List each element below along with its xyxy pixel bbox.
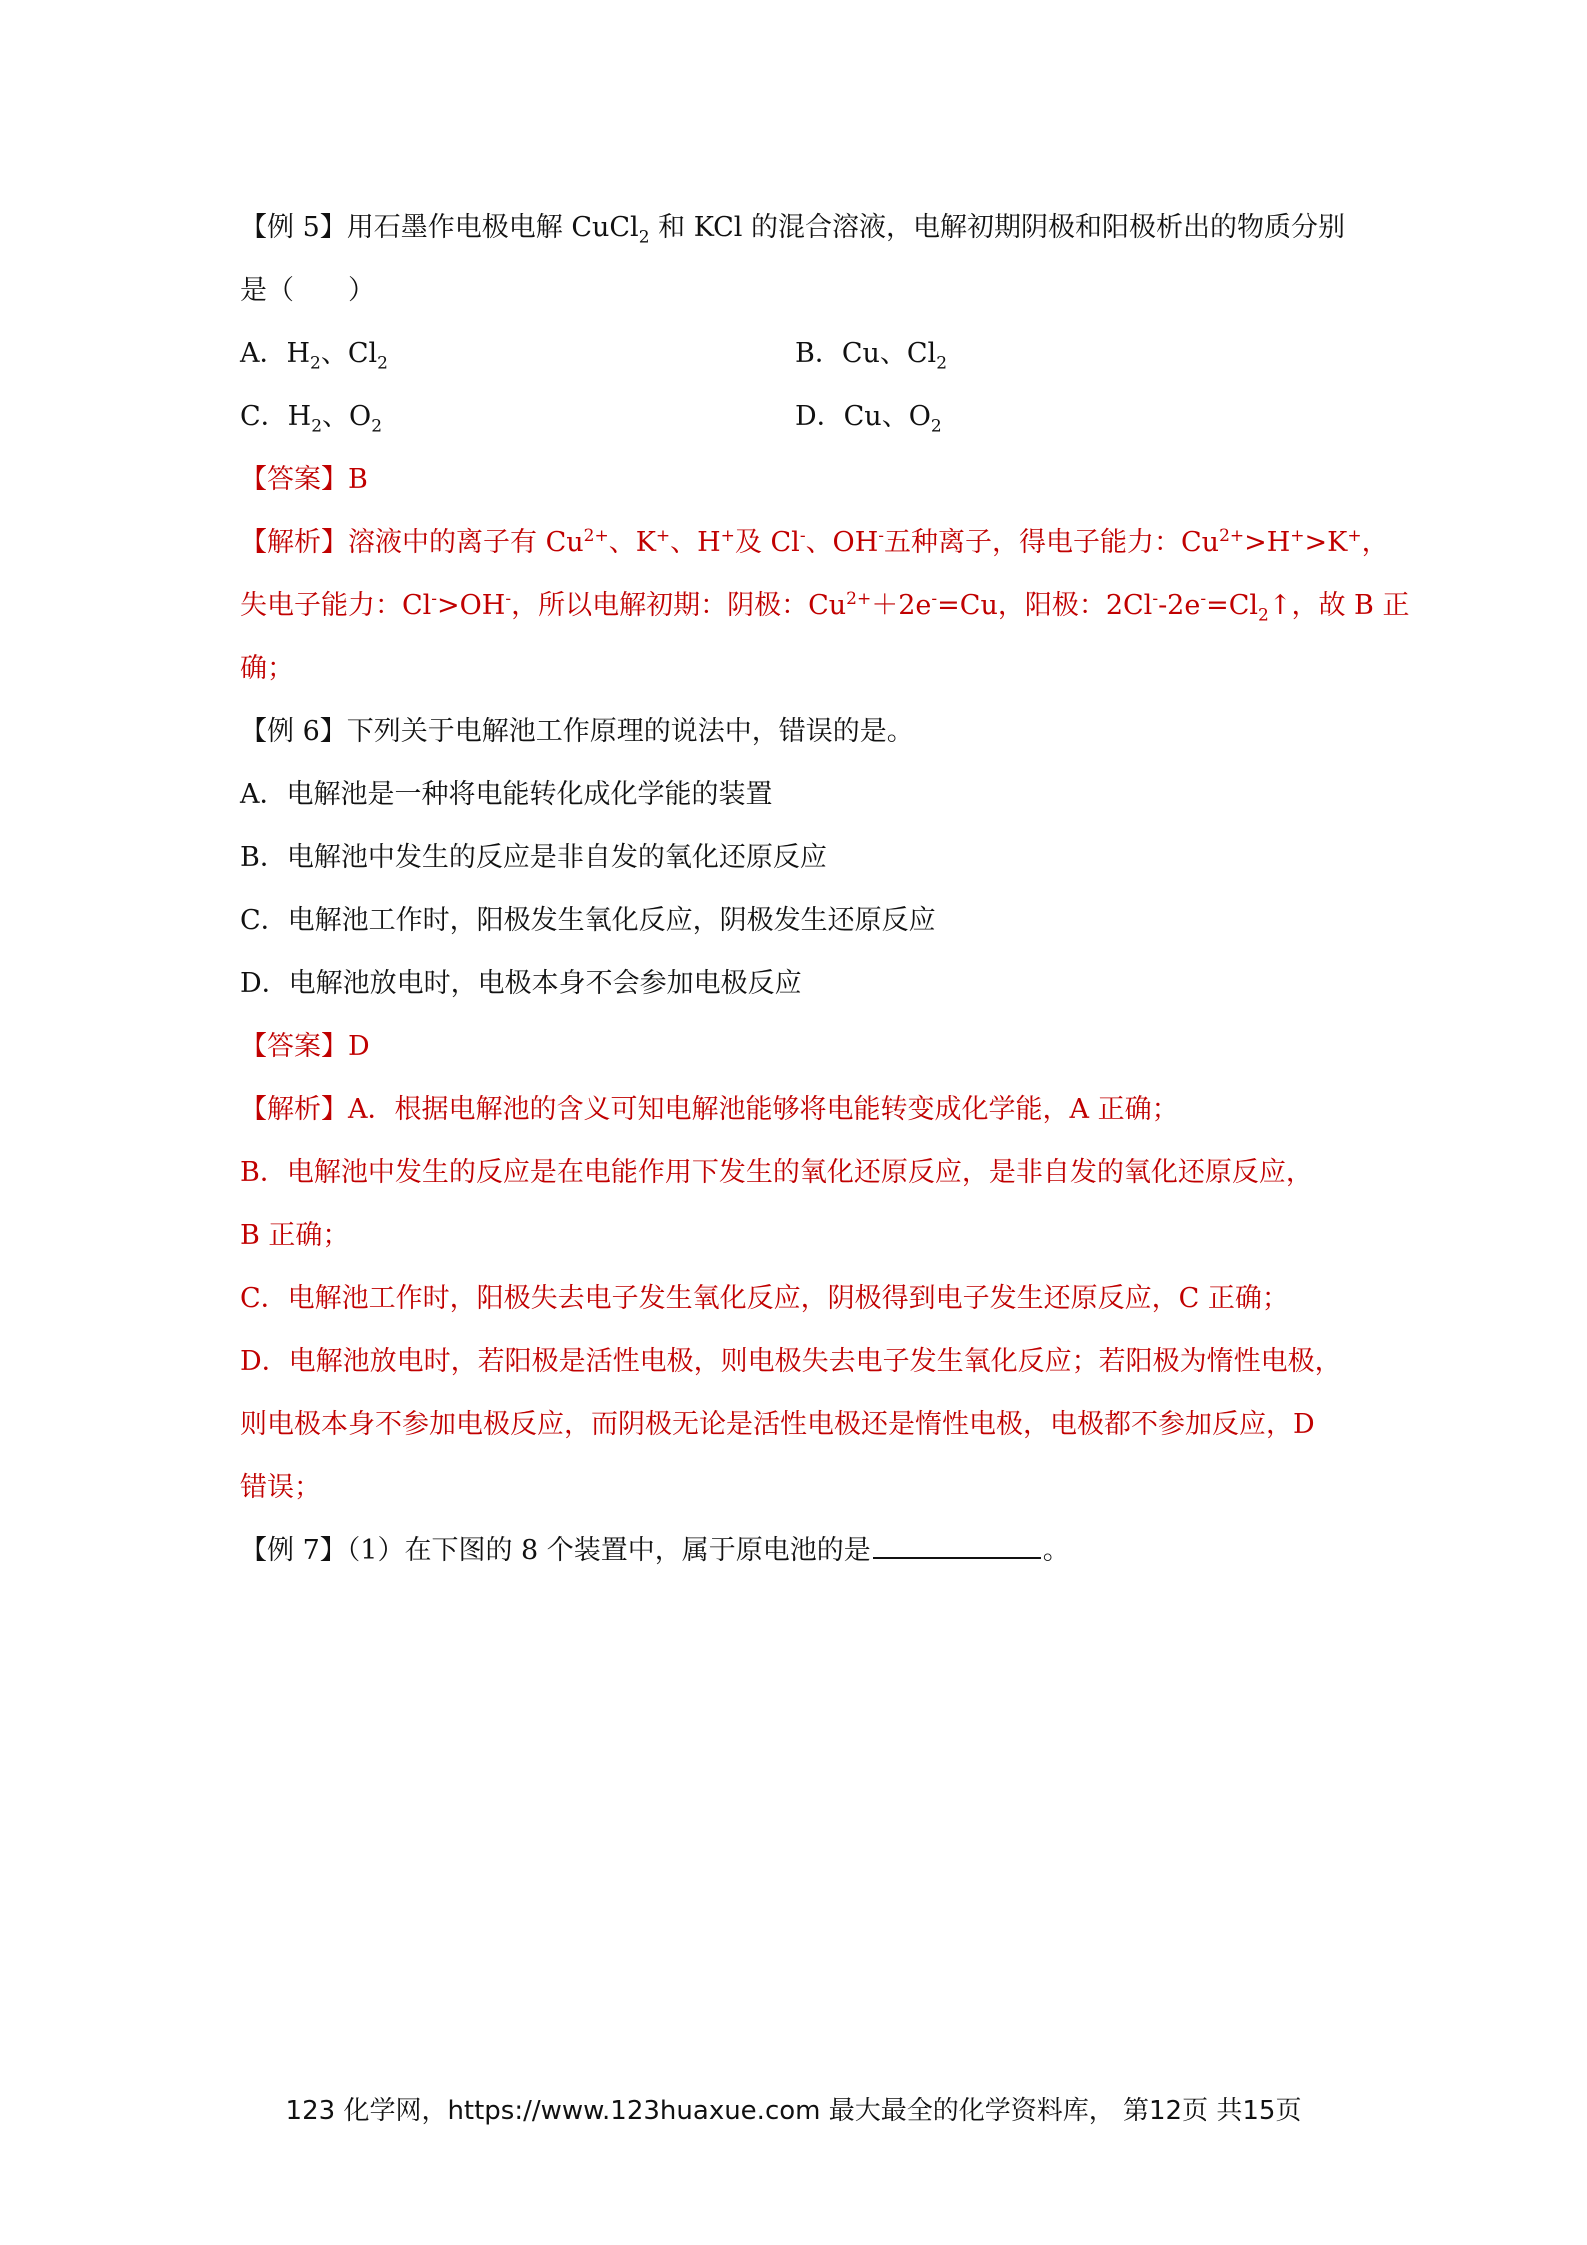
superscript: + <box>720 526 735 546</box>
expl-text: ，所以电解初期：阴极：Cu <box>511 590 847 621</box>
expl-text: >K <box>1304 527 1348 558</box>
expl-text: A．根据电解池的含义可知电解池能够将电能转变成化学能，A 正确； <box>348 1094 1179 1125</box>
option-text: A．H <box>240 338 311 369</box>
expl-text: ↑，故 B 正 <box>1268 590 1410 621</box>
ex5-explanation-line3: 确； <box>240 653 294 684</box>
superscript: 2+ <box>846 589 872 609</box>
option-text: B．Cu、Cl <box>795 338 937 369</box>
ex5-text: 和 KCl 的混合溶液，电解初期阴极和阳极析出的物质分别 <box>649 212 1346 243</box>
ex7-text: （1）在下图的 8 个装置中，属于原电池的是 <box>346 1535 871 1566</box>
ex6-option-c: C．电解池工作时，阳极发生氧化反应，阴极发生还原反应 <box>240 905 936 936</box>
superscript: - <box>799 526 806 546</box>
expl-text: >H <box>1244 527 1291 558</box>
page-content <box>240 196 1410 1582</box>
superscript: 2+ <box>1219 526 1245 546</box>
superscript: + <box>1290 526 1305 546</box>
ex5-explanation-line2 <box>240 574 1410 637</box>
expl-text: >OH <box>437 590 506 621</box>
ex6-explanation-line7: 错误； <box>240 1472 321 1503</box>
option-text: 、O <box>322 401 372 432</box>
ex6-text: 下列关于电解池工作原理的说法中，错误的是。 <box>346 716 914 747</box>
ex6-explanation-line1 <box>240 1078 1360 1141</box>
ex6-option-b: B．电解池中发生的反应是非自发的氧化还原反应 <box>240 842 827 873</box>
superscript: - <box>505 589 512 609</box>
ex7-end: 。 <box>1042 1535 1070 1566</box>
expl-text: =Cu，阳极：2Cl <box>937 590 1153 621</box>
expl-text: 、K <box>608 527 656 558</box>
ex5-explanation-line1 <box>240 511 1389 574</box>
ex5-option-b <box>795 322 1350 385</box>
option-text: 、Cl <box>320 338 378 369</box>
superscript: - <box>931 589 938 609</box>
superscript: 2+ <box>583 526 609 546</box>
ex6-option-d: D．电解池放电时，电极本身不会参加电极反应 <box>240 968 802 999</box>
page-footer: 123 化学网，https://www.123huaxue.com 最大最全的化学资料库， 第12页 共15页 <box>285 2096 1302 2126</box>
expl-text: 失电子能力：Cl <box>240 590 432 621</box>
option-text: D．Cu、O <box>795 401 931 432</box>
ex6-explanation-line4: C．电解池工作时，阳极失去电子发生氧化反应，阴极得到电子发生还原反应，C 正确； <box>240 1283 1289 1314</box>
subscript: 2 <box>371 416 383 437</box>
ex5-options-row2 <box>240 385 1360 448</box>
subscript: 2 <box>638 227 650 248</box>
ex5-question-line1 <box>240 196 1360 259</box>
ex6-option-a: A．电解池是一种将电能转化成化学能的装置 <box>240 779 773 810</box>
expl-text: 溶液中的离子有 Cu <box>348 527 584 558</box>
answer-blank[interactable] <box>873 1533 1041 1559</box>
ex6-explanation-line3: B 正确； <box>240 1220 350 1251</box>
expl-text: 、OH <box>805 527 879 558</box>
ex5-text: 用石墨作电极电解 CuCl <box>346 212 639 243</box>
ex5-option-c <box>240 385 795 448</box>
superscript: + <box>1347 526 1362 546</box>
expl-text: 五种离子，得电子能力：Cu <box>884 527 1220 558</box>
expl-text: -2e <box>1158 590 1201 621</box>
superscript: - <box>1152 589 1159 609</box>
superscript: - <box>1200 589 1207 609</box>
superscript: + <box>655 526 671 546</box>
ex5-answer: 【答案】B <box>240 464 368 495</box>
ex6-explanation-line2: B．电解池中发生的反应是在电能作用下发生的氧化还原反应，是非自发的氧化还原反应， <box>240 1157 1313 1188</box>
expl-text: ， <box>1361 527 1389 558</box>
ex5-question-line2: 是（ ） <box>240 275 375 306</box>
subscript: 2 <box>936 353 948 374</box>
ex6-explanation-line6: 则电极本身不参加电极反应，而阴极无论是活性电极还是惰性电极，电极都不参加反应，D <box>240 1409 1315 1440</box>
superscript: - <box>431 589 438 609</box>
ex6-explanation-line5: D．电解池放电时，若阳极是活性电极，则电极失去电子发生氧化反应；若阳极为惰性电极， <box>240 1346 1342 1377</box>
subscript: 2 <box>930 416 942 437</box>
expl-text: 及 Cl <box>734 527 800 558</box>
subscript: 2 <box>311 416 323 437</box>
ex6-tag: 【例 6】 <box>240 716 347 747</box>
ex5-options-row1 <box>240 322 1360 385</box>
ex7-tag: 【例 7】 <box>240 1535 347 1566</box>
ex5-option-d <box>795 385 1350 448</box>
ex6-answer: 【答案】D <box>240 1031 370 1062</box>
ex5-option-a <box>240 322 795 385</box>
expl-text: 、H <box>670 527 721 558</box>
explanation-tag: 【解析】 <box>240 527 348 558</box>
explanation-tag: 【解析】 <box>240 1094 348 1125</box>
ex5-tag: 【例 5】 <box>240 212 347 243</box>
subscript: 2 <box>310 353 321 374</box>
expl-text: =Cl <box>1206 590 1259 621</box>
ex7-question <box>240 1519 1360 1582</box>
option-text: C．H <box>240 401 312 432</box>
subscript: 2 <box>1258 605 1269 626</box>
ex6-question <box>240 700 1360 763</box>
expl-text: ＋2e <box>871 590 932 621</box>
superscript: - <box>878 526 884 546</box>
subscript: 2 <box>377 353 388 374</box>
